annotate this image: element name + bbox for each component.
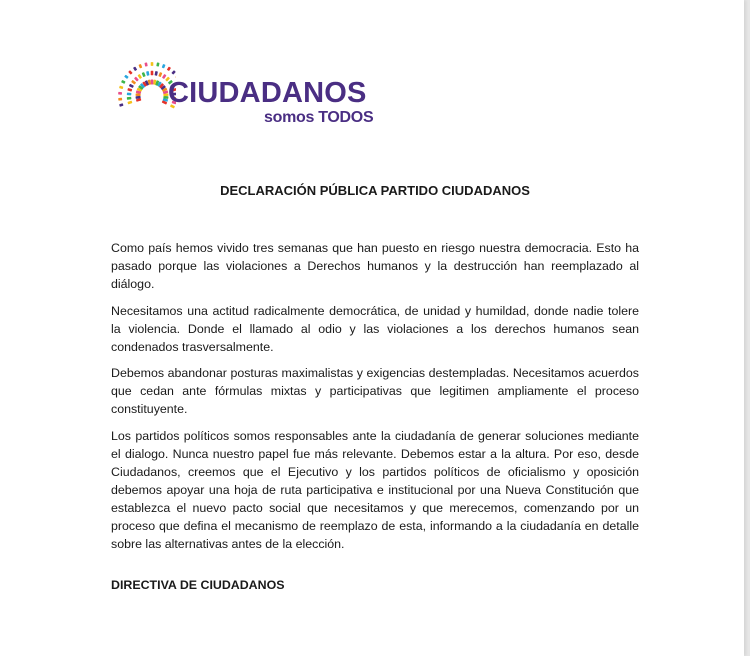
- starburst-dash: [121, 80, 126, 84]
- starburst-dash: [151, 80, 154, 85]
- starburst-dash: [127, 101, 132, 105]
- paragraph-3: Debemos abandonar posturas maximalistas y exigencias destempladas. Necesitamos acuerdos que cedan ante fórmulas mixtas y participativas que legitimen ampliamente el proceso constituyente.: [111, 366, 639, 417]
- starburst-dash: [134, 77, 139, 82]
- starburst-dash: [162, 64, 166, 68]
- document-title: DECLARACIÓN PÚBLICA PARTIDO CIUDADANOS: [220, 183, 530, 198]
- starburst-dash: [162, 74, 167, 79]
- starburst-dash: [118, 98, 122, 101]
- starburst-dash: [138, 74, 143, 79]
- starburst-dash: [131, 80, 136, 85]
- starburst-dash: [127, 93, 132, 96]
- paragraph-4: Los partidos políticos somos responsables ante la ciudadanía de generar soluciones mediante el dialogo. Nunca nuestro papel fue más relevante. Debemos estar a la altura. Por eso, desde Ciudadanos, creemos que el Ejecutivo y los partidos políticos de oficialismo y oposición debemos apoyar una hoja de ruta participativa e institucional por una Nueva Constitución que establezca el nuevo pacto social que necesitamos y que merecemos, comenzando por un proceso que defina el mecanismo de reemplazo de esta, informando a la ciudadanía en detalle sobre las alternativas antes de la elección.: [111, 429, 639, 551]
- starburst-dash: [127, 88, 132, 92]
- document-body: [111, 240, 639, 563]
- starburst-dash: [142, 72, 146, 77]
- starburst-dash: [119, 86, 123, 90]
- starburst-dash: [129, 84, 134, 88]
- starburst-icon: [116, 52, 176, 144]
- starburst-dash: [146, 71, 149, 76]
- starburst-dash: [128, 70, 132, 75]
- paragraph-2: Necesitamos una actitud radicalmente democrática, de unidad y humildad, donde nadie tolere la violencia. Donde el llamado al odio y las violaciones a los derechos humanos sean condenados trasversalmente.: [111, 303, 639, 354]
- starburst-dash: [144, 62, 147, 66]
- starburst-dash: [156, 62, 159, 66]
- logo-title: CIUDADANOS: [168, 77, 367, 109]
- ciudadanos-logo: [116, 52, 406, 144]
- starburst-dash: [118, 92, 122, 95]
- starburst-dash: [119, 103, 123, 107]
- starburst-dash: [151, 71, 154, 75]
- starburst-dash: [133, 66, 137, 71]
- starburst-dash: [167, 66, 171, 71]
- starburst-dash: [124, 75, 129, 79]
- starburst-dash: [127, 97, 132, 100]
- signature: DIRECTIVA DE CIUDADANOS: [111, 578, 285, 592]
- paragraph-1: Como país hemos vivido tres semanas que han puesto en riesgo nuestra democracia. Esto ha pasado porque las violaciones a Derechos humanos y la destrucción han reemplazado al diálogo.: [111, 241, 639, 291]
- starburst-dash: [138, 64, 142, 68]
- starburst-dash: [171, 70, 175, 75]
- starburst-dash: [158, 72, 162, 77]
- logo-subtitle: somos TODOS: [264, 109, 374, 126]
- starburst-dash: [135, 93, 140, 96]
- starburst-dash: [155, 71, 158, 76]
- starburst-dash: [151, 62, 154, 66]
